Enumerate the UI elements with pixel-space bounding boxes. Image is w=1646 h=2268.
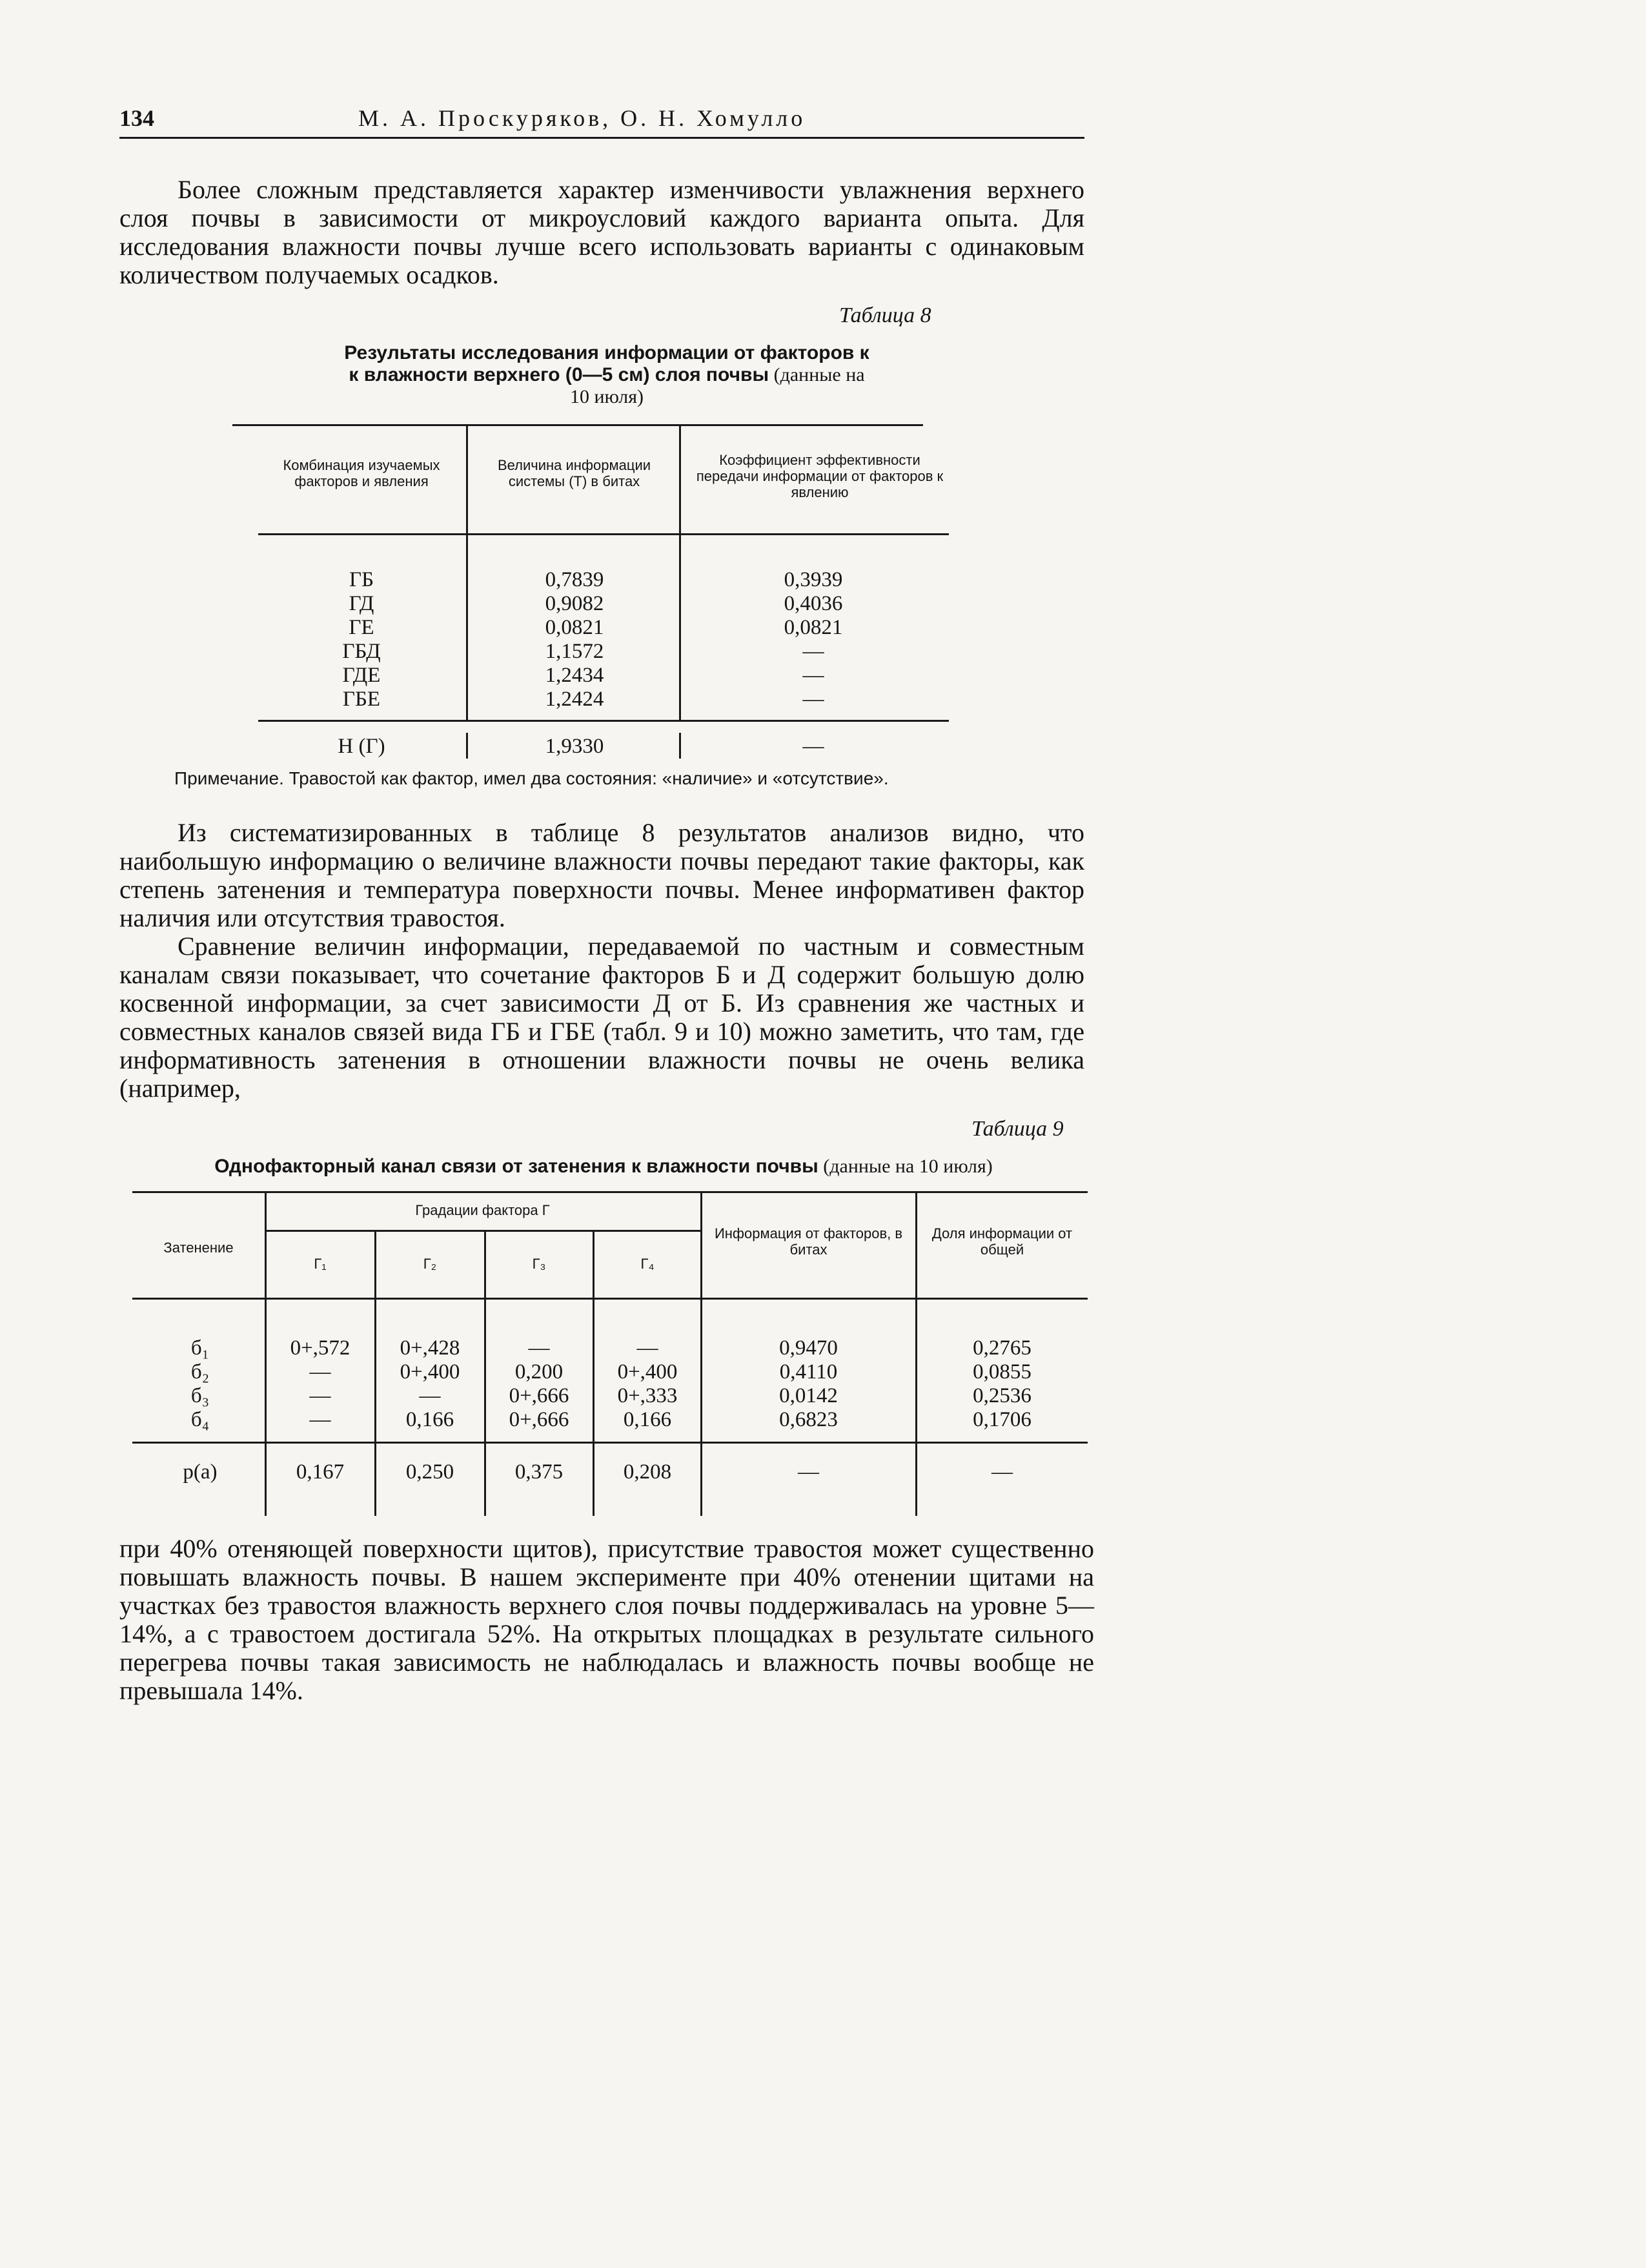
table-cell: 0,2765 [973, 1336, 1031, 1360]
table9-p-info: — [798, 1460, 819, 1484]
table-cell: 0+,666 [509, 1384, 569, 1407]
paragraph-1: Более сложным представляется характер изменчивости увлажнения верхнего слоя почвы в зависимости от микроусловий каждого варианта опыта. Для исследования влажности почвы лучше всего использовать варианты с одинаковым количеством получаемых осадков. [119, 175, 1084, 289]
table8-header-info: Величина информации системы (Т) в битах [497, 457, 651, 489]
table-cell: ГБД [342, 640, 381, 663]
table9-header-gradations: Градации фактора Г [415, 1202, 550, 1218]
table8-info-values [491, 568, 658, 711]
table9-header-shading: Затенение [163, 1240, 234, 1256]
table9-title: Однофакторный канал связи от затенения к влажности почвы (данные на 10 июля) [214, 1156, 993, 1177]
table-cell: — [802, 640, 824, 663]
table-cell: 0+,428 [400, 1336, 460, 1360]
table9-header-share: Доля информации от общей [931, 1225, 1073, 1258]
table-cell: 0+,333 [617, 1384, 678, 1407]
table-cell: 0,0821 [784, 616, 843, 639]
table-cell: 0,0855 [973, 1360, 1031, 1384]
paragraph-2-3 [119, 819, 1084, 1103]
table-cell: 0,2536 [973, 1384, 1031, 1407]
table-cell: б₁ [190, 1336, 210, 1360]
table-cell: 0,9470 [779, 1336, 838, 1360]
table9-label: Таблица 9 [971, 1117, 1064, 1141]
table-cell: 0,4036 [784, 592, 843, 615]
running-head-authors: М. А. Проскуряков, О. Н. Хомулло [358, 105, 806, 131]
table8-header-combination: Комбинация изучаемых факторов и явления [283, 457, 440, 489]
table-cell: 1,2434 [545, 664, 604, 687]
table9-g1-values [268, 1336, 372, 1432]
table9-info-values [707, 1336, 910, 1432]
table-cell: 0,208 [623, 1460, 672, 1484]
table9-g2-values [378, 1336, 482, 1432]
paragraph-4: при 40% отеняющей поверхности щитов), присутствие травостоя может существенно повышать влажность почвы. В нашем эксперименте при 40% отенении щитами на участках без травостоя влажность верхнего слоя почвы поддерживалась на уровне 5—14%, а с травостоем достигала 52%. На открытых площадках в результате сильного перегрева почвы такая зависимость не наблюдалась и влажность почвы вообще не превышала 14%. [119, 1534, 1094, 1705]
table-cell: 0,7839 [545, 568, 604, 591]
table9-share-values [920, 1336, 1084, 1432]
table-cell: ГДЕ [342, 664, 381, 687]
table-cell: — [309, 1384, 331, 1407]
table-cell: ГД [349, 592, 374, 615]
table9-header-g1: Г₁ [314, 1256, 327, 1272]
table-cell: 0,0821 [545, 616, 604, 639]
table9-p-label: р(а) [183, 1460, 218, 1484]
table8-combinations [284, 568, 439, 711]
paragraph-3: Сравнение величин информации, передаваемой по частным и совместным каналам связи показывает, что сочетание факторов Б и Д содержит большую долю косвенной информации, за счет зависимости Д от Б. Из сравнения же частных и совместных каналов связей вида ГБ и ГБЕ (табл. 9 и 10) можно заметить, что там, где информативность затенения в отношении влажности почвы не очень велика (например, [119, 932, 1084, 1103]
table8-title: Результаты исследования информации от факторов к к влажности верхнего (0—5 см) слоя почвы (данные на 10 июля) [344, 342, 869, 407]
table-cell: ГЕ [349, 616, 374, 639]
table-cell: 1,1572 [545, 640, 604, 663]
table-cell: б₂ [190, 1360, 210, 1384]
table-cell: 0+,400 [617, 1360, 678, 1384]
table-cell: — [528, 1336, 550, 1360]
table-cell: 1,2424 [545, 688, 604, 711]
table9-header-info: Информация от факторов, в битах [714, 1225, 903, 1258]
table-cell: 0,167 [296, 1460, 345, 1484]
table9-header-g4: Г₄ [640, 1256, 655, 1272]
table8-total-value: 1,9330 [545, 735, 604, 758]
running-header [119, 105, 1084, 139]
table9-header-g3: Г₃ [532, 1256, 546, 1272]
table8-note: Примечание. Травостой как фактор, имел два состояния: «наличие» и «отсутствие». [174, 768, 889, 788]
table-cell: 0,9082 [545, 592, 604, 615]
table-cell: 0+,400 [400, 1360, 460, 1384]
table-cell: ГБЕ [342, 688, 381, 711]
table9-rows [139, 1336, 261, 1432]
page-number: 134 [119, 105, 154, 131]
table-cell: — [419, 1384, 441, 1407]
table-cell: 0,1706 [973, 1408, 1031, 1431]
table8-total-label: Н (Г) [338, 735, 385, 758]
table8-header-coef: Коэффициент эффективности передачи информации от факторов к явлению [696, 452, 944, 500]
paragraph-2: Из систематизированных в таблице 8 результатов анализов видно, что наибольшую информацию о величине влажности почвы передают такие факторы, как степень затенения и температура поверхности почвы. Менее информативен фактор наличия или отсутствия травостоя. [119, 818, 1084, 932]
table8-total-coef: — [802, 735, 824, 758]
table-cell: 0,4110 [779, 1360, 838, 1384]
table8-label: Таблица 8 [839, 303, 931, 327]
table-cell: — [636, 1336, 658, 1360]
table-cell: — [802, 688, 824, 711]
table8-coef-values [723, 568, 904, 711]
table-cell: — [802, 664, 824, 687]
table-cell: 0,166 [623, 1408, 672, 1431]
table-cell: 0,0142 [779, 1384, 838, 1407]
table9-g4-values [596, 1336, 699, 1432]
table-cell: 0,200 [514, 1360, 564, 1384]
table-cell: ГБ [349, 568, 374, 591]
table-cell: — [309, 1360, 331, 1384]
table-cell: 0,375 [514, 1460, 564, 1484]
table-cell: 0+,666 [509, 1408, 569, 1431]
table9-header-g2: Г₂ [423, 1256, 437, 1272]
table-cell: — [309, 1408, 331, 1431]
table-cell: 0,6823 [779, 1408, 838, 1431]
table-cell: 0,3939 [784, 568, 843, 591]
table9-g3-values [487, 1336, 591, 1432]
table-cell: 0,250 [405, 1460, 454, 1484]
table-cell: 0+,572 [290, 1336, 351, 1360]
table-cell: б₄ [190, 1408, 210, 1431]
table-cell: 0,166 [405, 1408, 454, 1431]
table9-p-share: — [991, 1460, 1013, 1484]
table-cell: б₃ [190, 1384, 210, 1407]
